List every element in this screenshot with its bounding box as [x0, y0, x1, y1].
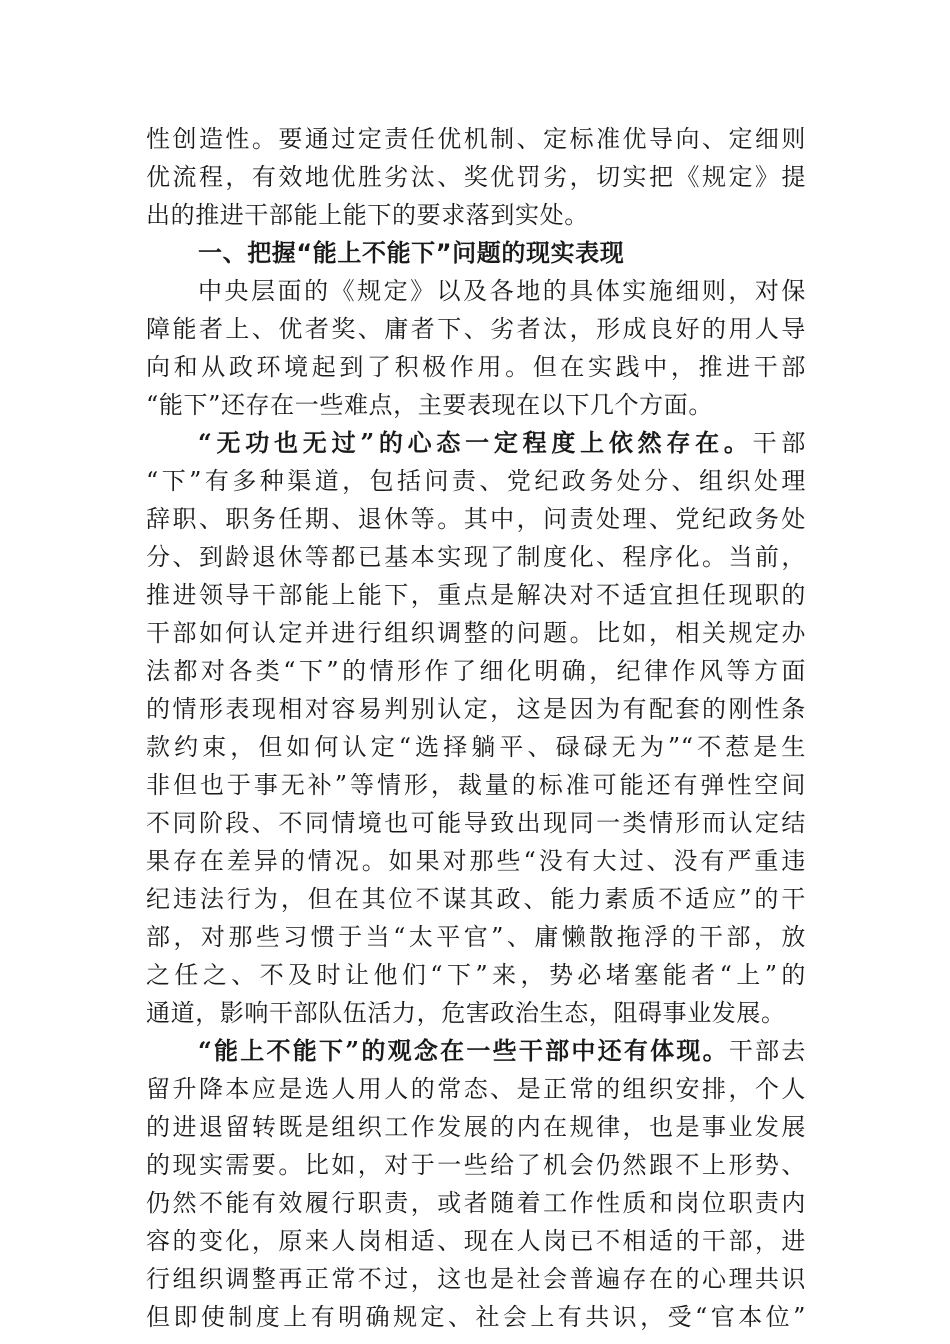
text-line: 性创造性。要通过定责任优机制、定标准优导向、定细则: [146, 125, 806, 153]
text-fragment: 干部: [752, 429, 807, 457]
text-line: 法都对各类“下”的情形作了细化明确，纪律作风等方面: [146, 657, 806, 685]
text-line: 果存在差异的情况。如果对那些“没有大过、没有严重违: [146, 847, 806, 875]
text-line: 部，对那些习惯于当“太平官”、庸懒散拖浮的干部，放: [146, 923, 806, 951]
text-line: “下”有多种渠道，包括问责、党纪政务处分、组织处理: [146, 467, 806, 495]
text-line: 留升降本应是选人用人的常态、是正常的组织安排，个人: [146, 1075, 806, 1103]
text-line: 款约束，但如何认定“选择躺平、碌碌无为”“不惹是生: [146, 733, 806, 761]
text-line: 仍然不能有效履行职责，或者随着工作性质和岗位职责内: [146, 1189, 806, 1217]
text-line: 障能者上、优者奖、庸者下、劣者汰，形成良好的用人导: [146, 315, 806, 343]
text-line: 向和从政环境起到了积极作用。但在实践中，推进干部: [146, 353, 806, 381]
section-heading: 一、把握“能上不能下”问题的现实表现: [198, 239, 625, 267]
text-line: 优流程，有效地优胜劣汰、奖优罚劣，切实把《规定》提: [146, 163, 806, 191]
text-line: 容的变化，原来人岗相适、现在人岗已不相适的干部，进: [146, 1227, 806, 1255]
paragraph-lead-sentence: “无功也无过”的心态一定程度上依然存在。: [198, 428, 753, 457]
paragraph-first-line: [146, 1032, 806, 1070]
text-line: 干部如何认定并进行组织调整的问题。比如，相关规定办: [146, 619, 806, 647]
text-line: 中央层面的《规定》以及各地的具体实施细则，对保: [198, 277, 806, 305]
text-line: 推进领导干部能上能下，重点是解决对不适宜担任现职的: [146, 581, 806, 609]
text-line: 辞职、职务任期、退休等。其中，问责处理、党纪政务处: [146, 505, 806, 533]
text-line: 通道，影响干部队伍活力，危害政治生态，阻碍事业发展。: [146, 999, 786, 1027]
paragraph-lead-sentence: “能上不能下”的观念在一些干部中还有体现。: [198, 1036, 729, 1065]
text-line: 的现实需要。比如，对于一些给了机会仍然跟不上形势、: [146, 1151, 806, 1179]
text-line: “能下”还存在一些难点，主要表现在以下几个方面。: [146, 391, 713, 419]
text-line: 非但也于事无补”等情形，裁量的标准可能还有弹性空间: [146, 771, 806, 799]
text-line: 行组织调整再正常不过，这也是社会普遍存在的心理共识: [146, 1265, 806, 1293]
text-line: 分、到龄退休等都已基本实现了制度化、程序化。当前，: [146, 543, 806, 571]
text-line: 的进退留转既是组织工作发展的内在规律，也是事业发展: [146, 1113, 806, 1141]
text-line: 之任之、不及时让他们“下”来，势必堵塞能者“上”的: [146, 961, 806, 989]
text-fragment: 干部去: [728, 1037, 806, 1065]
text-line: 不同阶段、不同情境也可能导致出现同一类情形而认定结: [146, 809, 806, 837]
text-line: 纪违法行为，但在其位不谋其政、能力素质不适应”的干: [146, 885, 806, 913]
text-line: 的情形表现相对容易判别认定，这是因为有配套的刚性条: [146, 695, 806, 723]
document-body: [146, 120, 806, 1336]
text-line: 出的推进干部能上能下的要求落到实处。: [146, 201, 589, 229]
paragraph-first-line: [146, 424, 806, 462]
text-line: 但即使制度上有明确规定、社会上有共识，受“官本位”: [146, 1303, 806, 1331]
